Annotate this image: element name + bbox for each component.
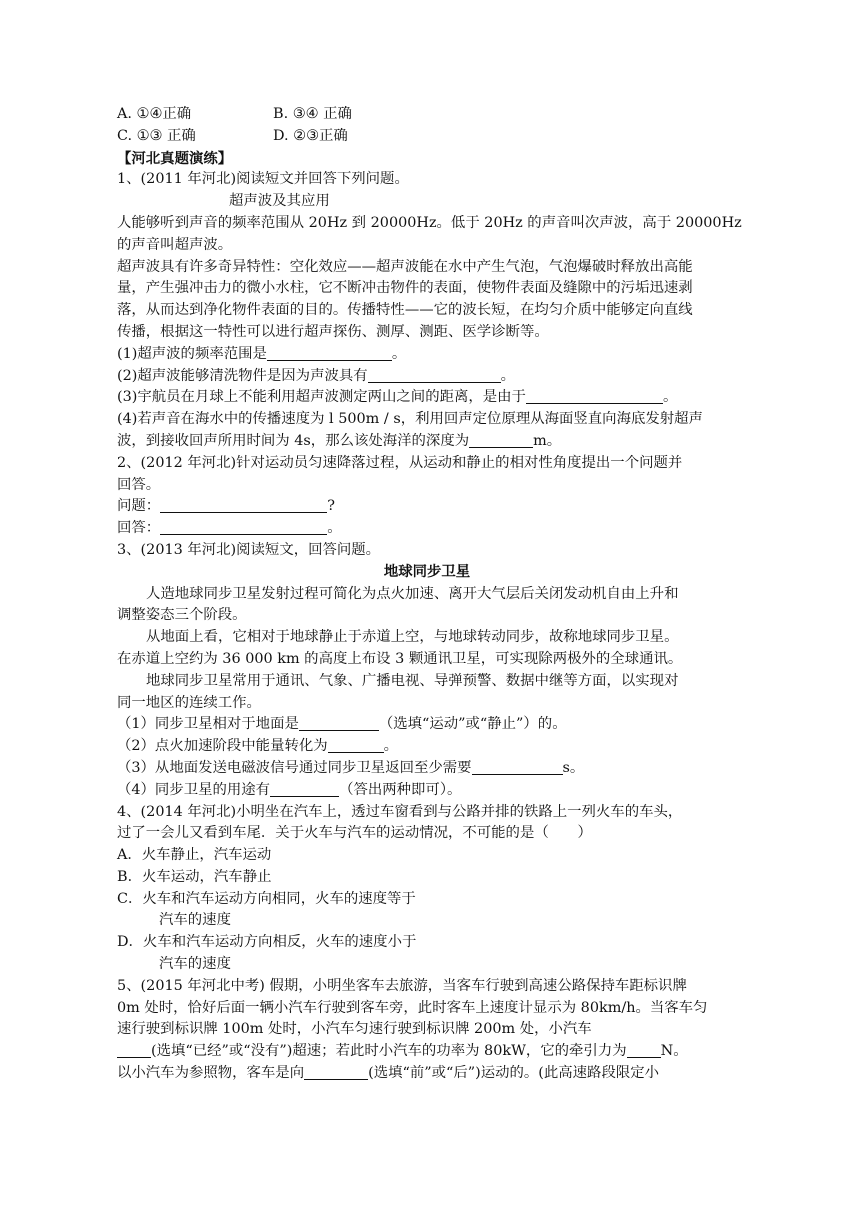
option-a: A. ①④正确 [117,106,192,122]
answer-blank[interactable] [368,367,501,383]
q5-line: (选填“已经”或“没有”)超速；若此时小汽车的功率为 80kW，它的牵引力为 N。 [117,1041,737,1063]
q3-para1-line: 调整姿态三个阶段。 [117,607,247,624]
q1-para2-line: 量，产生强冲击力的微小水柱，它不断冲击物件的表面，使物件表面及缝隙中的污垢迅速剥 [117,280,693,297]
answer-blank[interactable] [160,519,327,535]
q3-para3-line: 同一地区的连续工作。 [117,694,261,711]
q1-sub4-line: (4)若声音在海水中的传播速度为 l 500m / s，利用回声定位原理从海面竖直向海底发射超声 [117,411,703,428]
q4-option-d-cont: 汽车的速度 [159,956,231,973]
answer-blank[interactable] [328,737,384,753]
q1-article-title: 超声波及其应用 [229,193,330,210]
q1-sub2: (2)超声波能够清洗物件是因为声波具有 。 [117,367,516,384]
q3-para2-line: 从地面上看，它相对于地球静止于赤道上空，与地球转动同步，故称地球同步卫星。 [146,629,679,646]
section-title: 【河北真题演练】 [117,149,233,167]
q3-sub1: （1）同步卫星相对于地面是 （选填“运动”或“静止”）的。 [117,716,567,733]
q1-sub4: 波，到接收回声所用时间为 4s，那么该处海洋的深度为 m。 [117,432,562,449]
q2-question: 问题： ? [117,498,335,515]
answer-blank[interactable] [472,759,563,775]
q2-stem-line: 回答。 [117,476,161,493]
q2-stem-line: 2、(2012 年河北)针对运动员匀速降落过程，从运动和静止的相对性角度提出一个问题并 [117,454,683,471]
q2-answer: 回答： 。 [117,520,342,537]
q4-stem-line: 过了一会儿又看到车尾．关于火车与汽车的运动情况，不可能的是（ ） [117,825,592,842]
answer-blank[interactable] [299,715,379,731]
q4-option-d[interactable]: D．火车和汽车运动方向相反，火车的速度小于 [117,934,417,951]
q3-para2-line: 在赤道上空约为 36 000 km 的高度上布设 3 颗通讯卫星，可实现除两极外的全球通讯。 [117,650,683,667]
q5-line: 5、(2015 年河北中考) 假期，小明坐客车去旅游，当客车行驶到高速公路保持车距标识牌 [117,977,687,994]
q3-para3-line: 地球同步卫星常用于通讯、气象、广播电视、导弹预警、数据中继等方面，以实现对 [146,672,679,689]
answer-blank[interactable] [526,388,663,404]
answer-blank[interactable] [160,497,327,513]
answer-blank[interactable] [469,432,533,448]
q3-sub2: （2）点火加速阶段中能量转化为 。 [117,738,399,755]
answer-blank[interactable] [267,345,392,361]
answer-blank[interactable] [627,1042,661,1058]
q4-option-c[interactable]: C．火车和汽车运动方向相同，火车的速度等于 [117,890,416,907]
option-b: B. ③④ 正确 [273,106,352,122]
q1-para1-line: 的声音叫超声波。 [117,236,233,253]
q3-stem: 3、(2013 年河北)阅读短文，回答问题。 [117,541,381,558]
q4-option-a[interactable]: A．火车静止，汽车运动 [117,847,272,864]
q4-stem-line: 4、(2014 年河北)小明坐在汽车上，透过车窗看到与公路并排的铁路上一列火车的车头， [117,803,683,820]
q4-option-c-cont: 汽车的速度 [159,912,231,929]
document-page [117,104,742,1085]
option-row [117,126,737,148]
q1-stem: 1、(2011 年河北)阅读短文并回答下列问题。 [117,171,409,188]
answer-blank[interactable] [117,1042,151,1058]
q3-article-title: 地球同步卫星 [383,563,471,580]
q1-para1-line: 人能够听到声音的频率范围从 20Hz 到 20000Hz。低于 20Hz 的声音叫次声波，高于 20000Hz [117,214,742,231]
option-row [117,104,737,126]
q5-line: 以小汽车为参照物，客车是向 (选填“前”或“后”)运动的。(此高速路段限定小 [117,1065,660,1082]
option-d: D. ②③正确 [273,127,348,144]
q5-line: 速行驶到标识牌 100m 处时，小汽车匀速行驶到标识牌 200m 处，小汽车 [117,1021,592,1038]
q3-sub3: （3）从地面发送电磁波信号通过同步卫星返回至少需要 s。 [117,759,585,776]
q1-sub1: (1)超声波的频率范围是 。 [117,345,407,362]
q3-para1-line: 人造地球同步卫星发射过程可简化为点火加速、离开大气层后关闭发动机自由上升和 [146,585,679,602]
q1-para2-line: 超声波具有许多奇异特性：空化效应——超声波能在水中产生气泡，气泡爆破时释放出高能 [117,258,693,275]
answer-blank[interactable] [270,781,339,797]
q1-para2-line: 传播，根据这一特性可以进行超声探伤、测厚、测距、医学诊断等。 [117,323,549,340]
option-c: C. ①③ 正确 [117,127,196,144]
q5-line: 0m 处时，恰好后面一辆小汽车行驶到客车旁，此时客车上速度计显示为 80km/h。当客车匀 [117,999,708,1016]
q3-sub4: （4）同步卫星的用途有 （答出两种即可）。 [117,781,462,798]
answer-blank[interactable] [304,1064,368,1080]
q4-option-b[interactable]: B．火车运动，汽车静止 [117,868,272,885]
q1-sub3: (3)宇航员在月球上不能利用超声波测定两山之间的距离，是由于 。 [117,389,678,406]
q1-para2-line: 落，从而达到净化物件表面的目的。传播特性——它的波长短，在均匀介质中能够定向直线 [117,302,693,319]
